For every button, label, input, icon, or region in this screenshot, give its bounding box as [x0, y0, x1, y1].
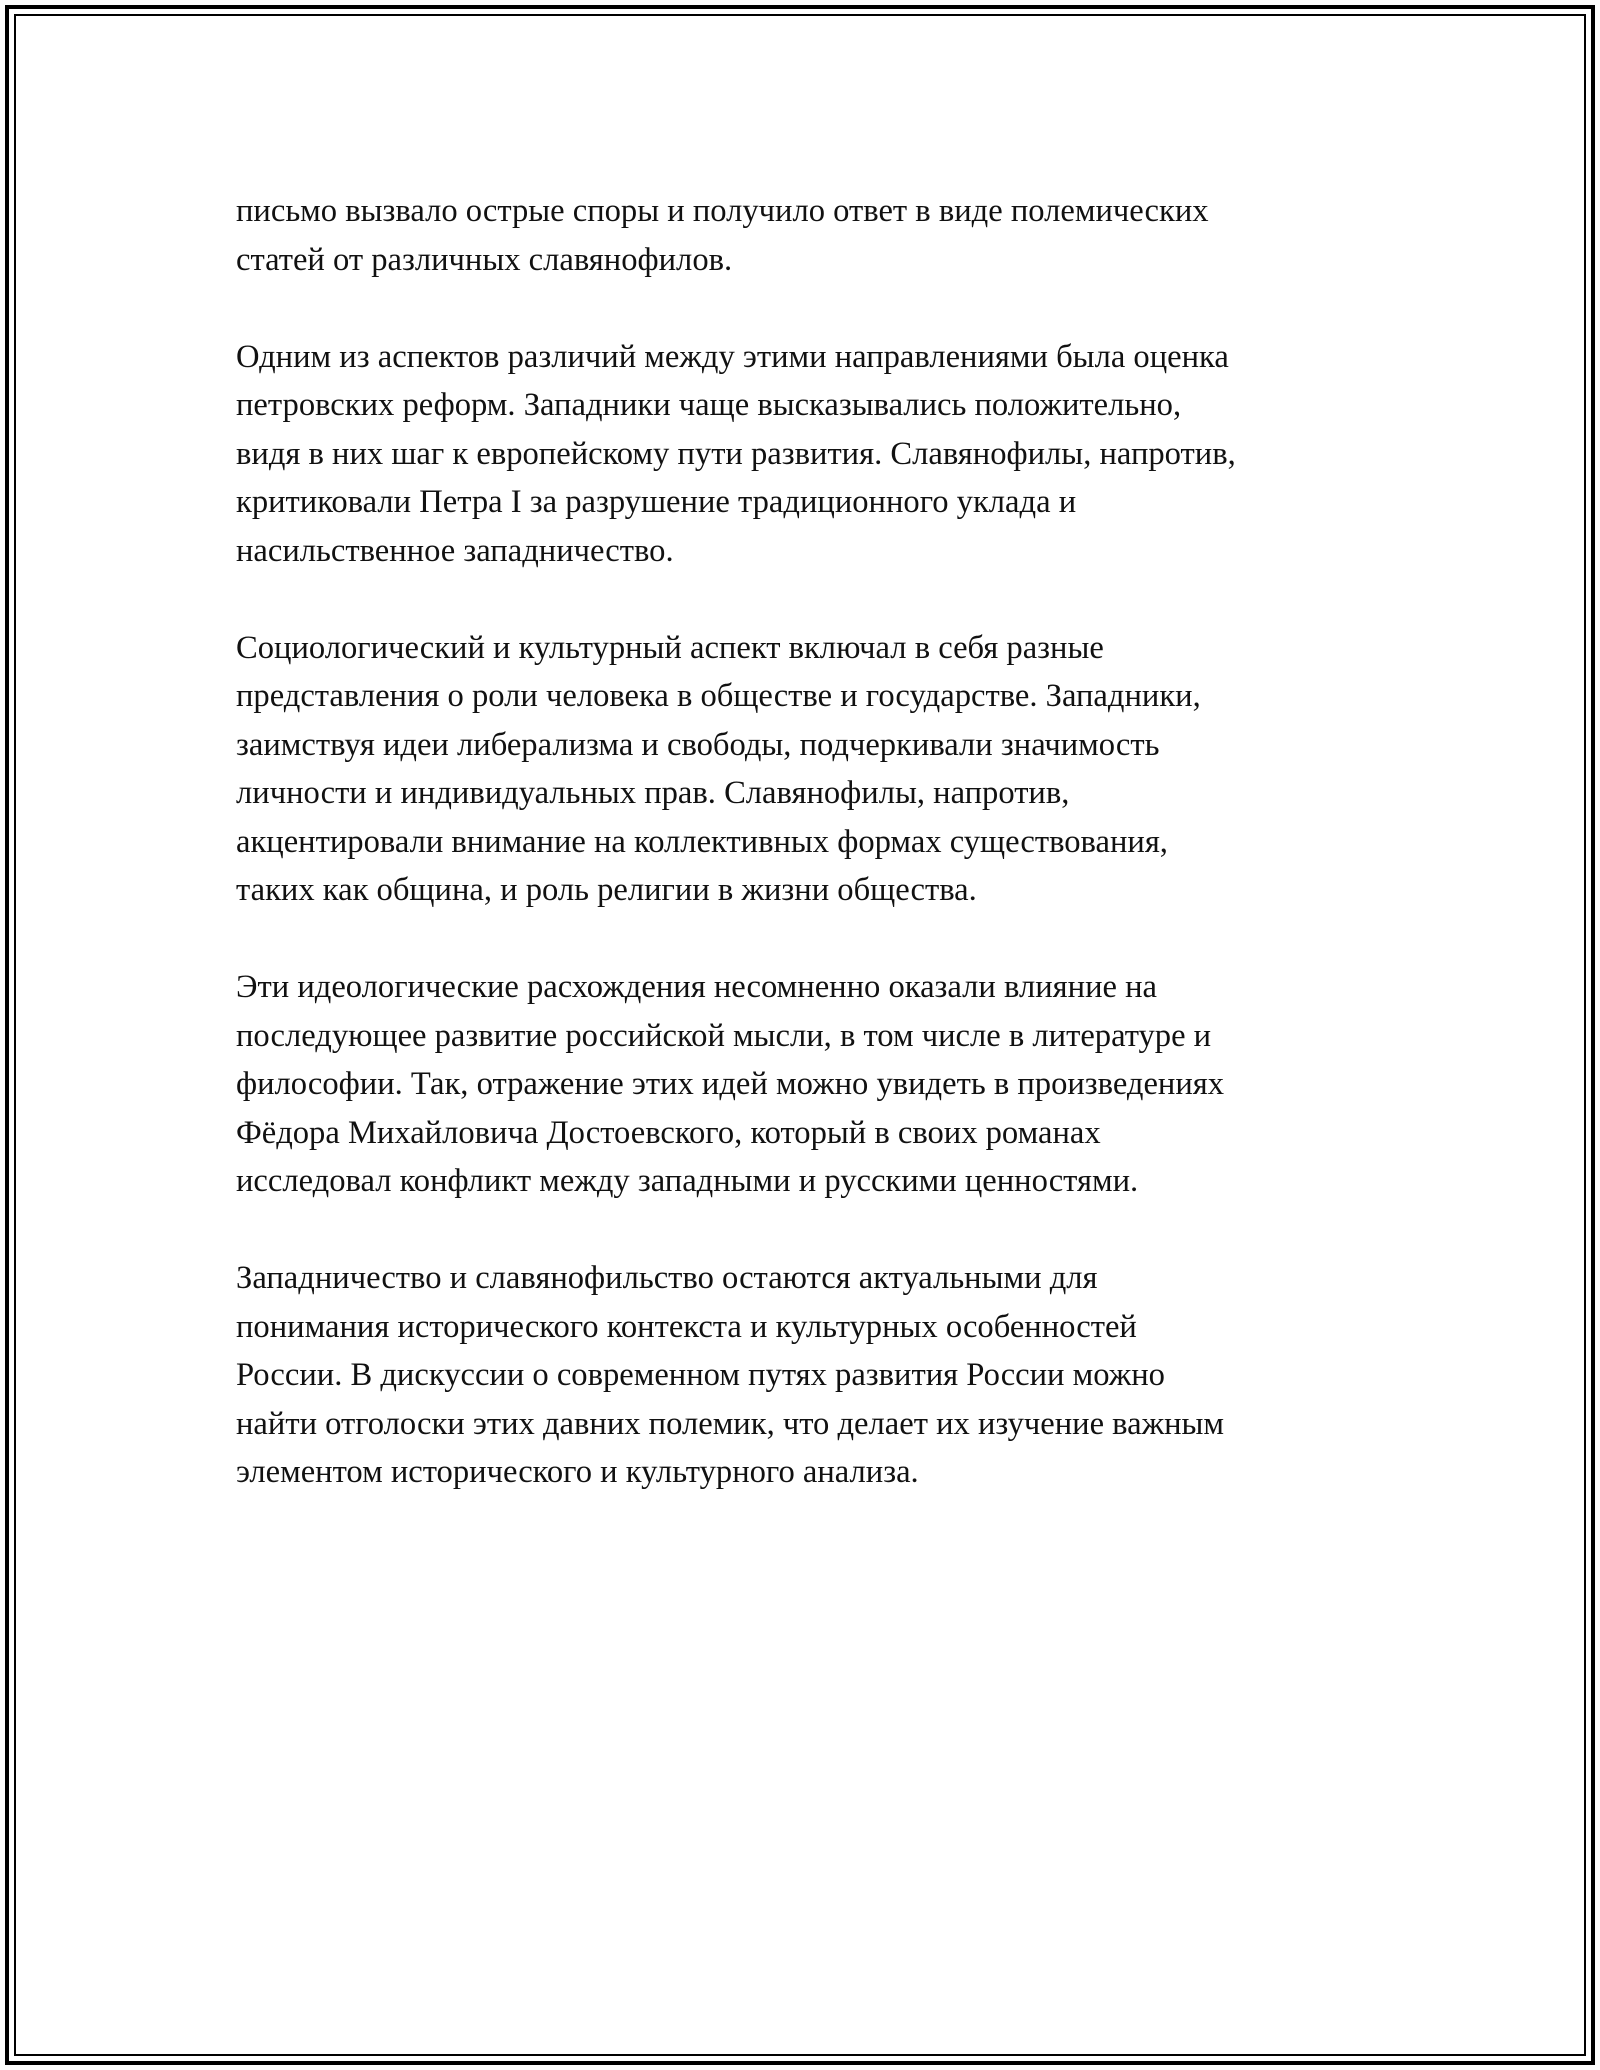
document-body [236, 187, 1386, 1545]
paragraph-2: Одним из аспектов различий между этими направлениями была оценка петровских реформ. Западники чаще высказывались положительно, видя в них шаг к европейскому пути развития. Славянофилы, напротив, критиковали Петра I за разрушение традиционного уклада и насильственное западничество. [236, 338, 1236, 569]
paragraph-3: Социологический и культурный аспект включал в себя разные представления о роли человека в обществе и государстве. Западники, заимствуя идеи либерализма и свободы, подчеркивали значимость личности и индивидуальных прав. Славянофилы, напротив, акцентировали внимание на коллективных формах существования, таких как община, и роль религии в жизни общества. [236, 629, 1201, 908]
paragraph-1: письмо вызвало острые споры и получило ответ в виде полемических статей от различных славянофилов. [236, 193, 1209, 278]
paragraph-5: Западничество и славянофильство остаются актуальными для понимания исторического контекста и культурных особенностей России. В дискуссии о современном путях развития России можно найти отголоски этих давних полемик, что делает их изучение важным элементом исторического и культурного анализа. [236, 1260, 1225, 1490]
paragraph-4: Эти идеологические расхождения несомненно оказали влияние на последующее развитие российской мысли, в том числе в литературе и философии. Так, отражение этих идей можно увидеть в произведениях Фёдора Михайловича Достоевского, который в своих романах исследовал конфликт между западными и русскими ценностями. [236, 969, 1225, 1199]
